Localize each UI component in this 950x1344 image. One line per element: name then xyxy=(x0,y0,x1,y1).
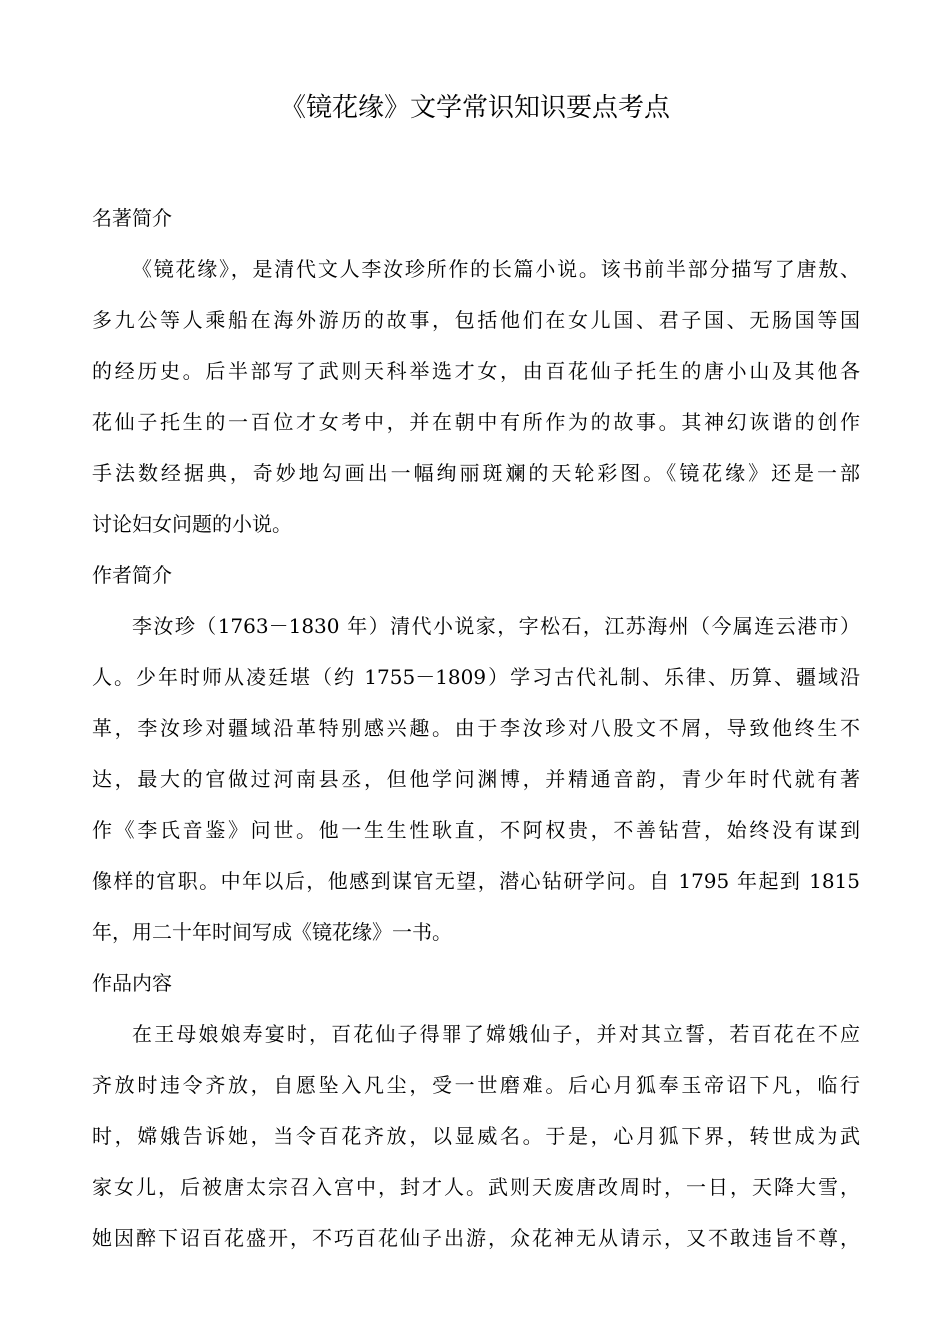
section-heading-intro: 名著简介 xyxy=(92,206,172,230)
text-line: 李汝珍（1763－1830 年）清代小说家，字松石，江苏海州（今属连云港市） xyxy=(132,614,860,638)
section-heading-content: 作品内容 xyxy=(92,971,172,995)
text-line: 多九公等人乘船在海外游历的故事，包括他们在女儿国、君子国、无肠国等国 xyxy=(92,308,860,332)
text-line: 在王母娘娘寿宴时，百花仙子得罪了嫦娥仙子，并对其立誓，若百花在不应 xyxy=(132,1022,860,1046)
text-line: 她因醉下诏百花盛开，不巧百花仙子出游，众花神无从请示，又不敢违旨不尊， xyxy=(92,1226,860,1250)
text-line: 达，最大的官做过河南县丞，但他学问渊博，并精通音韵，青少年时代就有著 xyxy=(92,767,860,791)
section-paragraph-intro xyxy=(92,244,860,550)
section-paragraph-content xyxy=(92,1009,860,1264)
text-line: 讨论妇女问题的小说。 xyxy=(92,512,292,536)
section-heading-author: 作者简介 xyxy=(92,563,172,587)
text-line: 家女儿，后被唐太宗召入宫中，封才人。武则天废唐改周时，一日，天降大雪， xyxy=(92,1175,860,1199)
text-line: 人。少年时师从凌廷堪（约 1755－1809）学习古代礼制、乐律、历算、疆域沿 xyxy=(92,665,860,689)
text-line: 像样的官职。中年以后，他感到谋官无望，潜心钻研学问。自 1795 年起到 1815 xyxy=(92,869,860,893)
text-line: 年，用二十年时间写成《镜花缘》一书。 xyxy=(92,920,452,944)
text-line: 手法数经据典，奇妙地勾画出一幅绚丽斑斓的天轮彩图。《镜花缘》还是一部 xyxy=(92,461,860,485)
text-line: 的经历史。后半部写了武则天科举选才女，由百花仙子托生的唐小山及其他各 xyxy=(92,359,860,383)
text-line: 革，李汝珍对疆域沿革特别感兴趣。由于李汝珍对八股文不屑，导致他终生不 xyxy=(92,716,860,740)
text-line: 《镜花缘》，是清代文人李汝珍所作的长篇小说。该书前半部分描写了唐敖、 xyxy=(132,257,860,281)
text-line: 花仙子托生的一百位才女考中，并在朝中有所作为的故事。其神幻诙谐的创作 xyxy=(92,410,860,434)
text-line: 作《李氏音鉴》问世。他一生生性耿直，不阿权贵，不善钻营，始终没有谋到 xyxy=(92,818,860,842)
section-paragraph-author xyxy=(92,601,860,958)
document-title: 《镜花缘》文学常识知识要点考点 xyxy=(279,93,670,123)
text-line: 齐放时违令齐放，自愿坠入凡尘，受一世磨难。后心月狐奉玉帝诏下凡，临行 xyxy=(92,1073,860,1097)
text-line: 时，嫦娥告诉她，当令百花齐放，以显威名。于是，心月狐下界，转世成为武 xyxy=(92,1124,860,1148)
document-body xyxy=(92,193,860,1264)
